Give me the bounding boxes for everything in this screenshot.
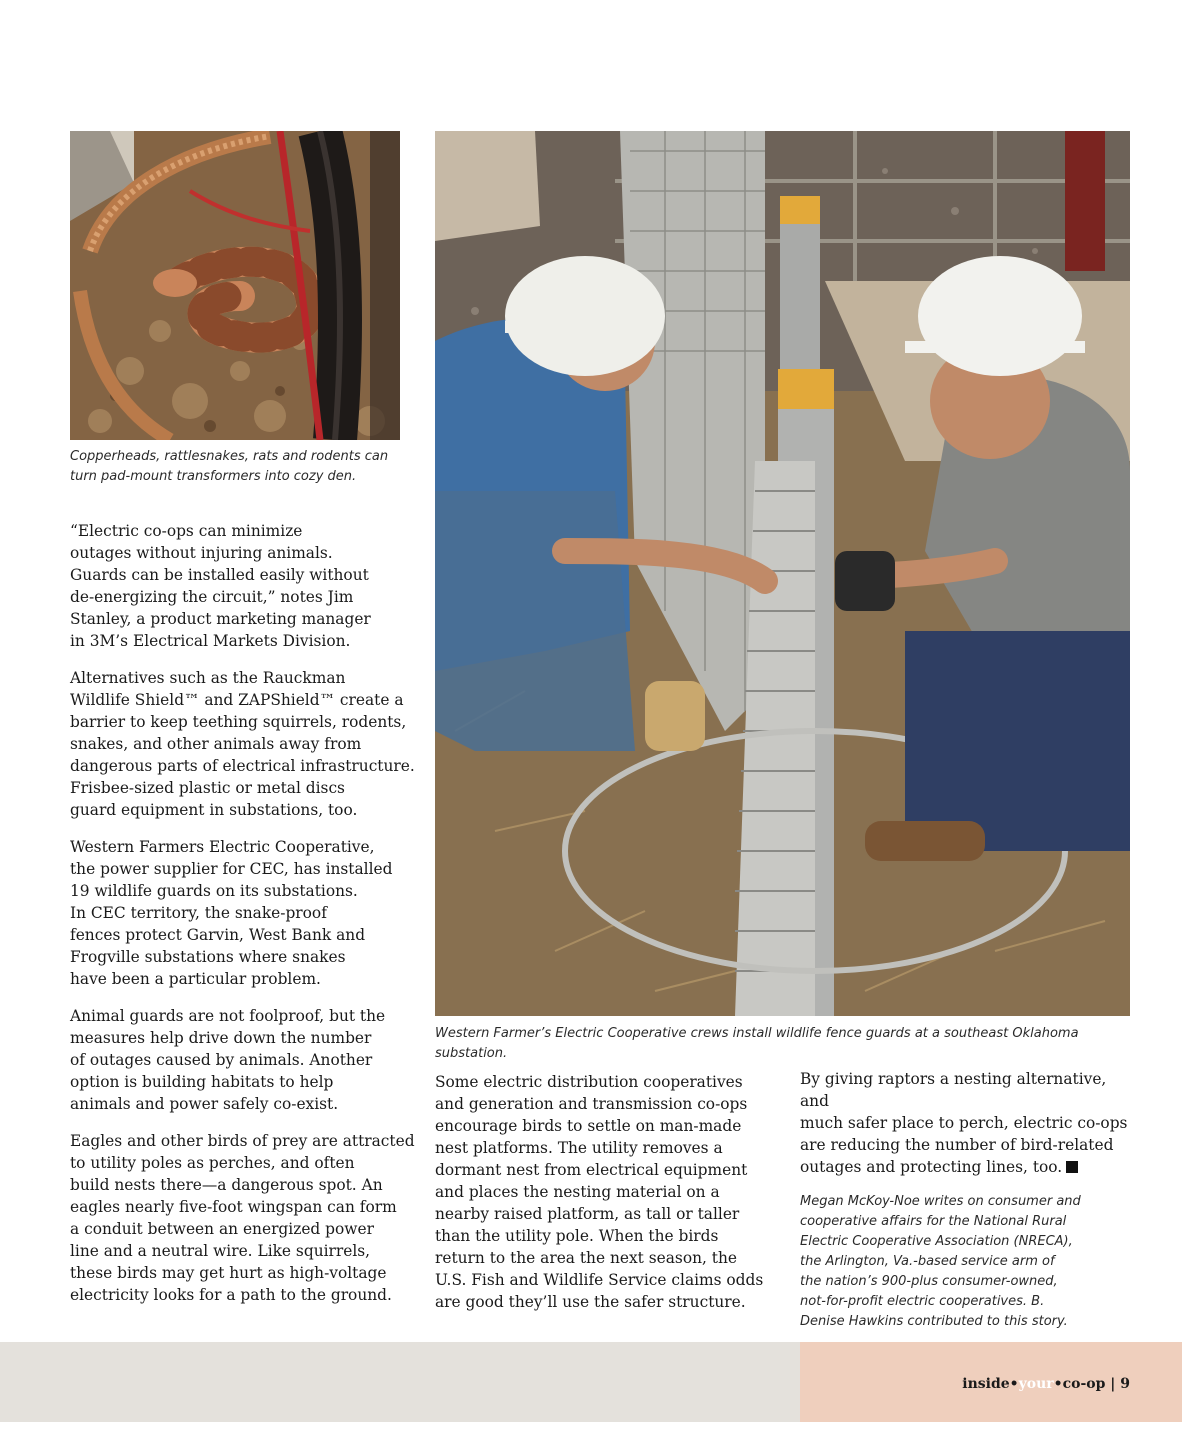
folio (962, 1376, 1130, 1392)
end-mark-icon (1066, 1161, 1078, 1173)
crew-photo-caption: Western Farmer’s Electric Cooperative crews install wildlife fence guards at a southeast Oklahoma substation. (435, 1026, 1079, 1061)
column-1 (70, 520, 415, 1306)
brand-part1: inside• (962, 1376, 1019, 1392)
snake-photo-caption: Copperheads, rattlesnakes, rats and rodents can turn pad-mount transformers into cozy den. (70, 449, 389, 484)
paragraph-1: “Electric co-ops can minimize outages without injuring animals. Guards can be installed easily without de-energizing the circuit,” notes Jim Stanley, a product marketing manager in 3M’s Electrical Markets Division. (70, 522, 371, 650)
snake-photo (70, 131, 400, 440)
page-number: 9 (1120, 1376, 1130, 1392)
paragraph-closing-text: By giving raptors a nesting alternative, and much safer place to perch, electric co-ops are reducing the number of bird-related outages and protecting lines, too. (800, 1070, 1128, 1176)
paragraph-4: Animal guards are not foolproof, but the measures help drive down the number of outages caused by animals. Another option is building habitats to help animals and power safely co-exist. (70, 1007, 386, 1113)
column-2 (435, 1071, 785, 1313)
paragraph-nest-platforms: Some electric distribution cooperatives and generation and transmission co-ops encourage birds to settle on man-made nest platforms. The utility removes a dormant nest from electrical equipment and places the nesting material on a nearby raised platform, as tall or taller than the utility pole. When the birds return to the area the next season, the U.S. Fish and Wildlife Service claims odds are good they’ll use the safer structure. (435, 1073, 764, 1311)
crew-photo (435, 131, 1130, 1016)
paragraph-closing (800, 1068, 1140, 1178)
author-bio: Megan McKoy-Noe writes on consumer and cooperative affairs for the National Rural Electric Cooperative Association (NRECA), the Arlington, Va.-based service arm of the nation’s 900-plus consumer-owned, not-for-profit electric cooperatives. B. Denise Hawkins contributed to this story. (800, 1194, 1081, 1329)
brand-part2: your (1018, 1376, 1054, 1392)
column-3 (800, 1068, 1140, 1332)
paragraph-2: Alternatives such as the Rauckman Wildlife Shield™ and ZAPShield™ create a barrier to keep teething squirrels, rodents, snakes, and other animals away from dangerous parts of electrical infrastructure. Frisbee-sized plastic or metal discs guard equipment in substations, too. (70, 669, 415, 819)
folio-separator: | (1105, 1376, 1121, 1392)
paragraph-5: Eagles and other birds of prey are attracted to utility poles as perches, and often build nests there—a dangerous spot. An eagles nearly five-foot wingspan can form a conduit between an energized power line and a neutral wire. Like squirrels, these birds may get hurt as high-voltage electricity looks for a path to the ground. (70, 1132, 415, 1304)
paragraph-3: Western Farmers Electric Cooperative, the power supplier for CEC, has installed 19 wildlife guards on its substations. In CEC territory, the snake-proof fences protect Garvin, West Bank and Frogville substations where snakes have been a particular problem. (70, 838, 393, 988)
brand-part3: •co-op (1053, 1376, 1106, 1392)
